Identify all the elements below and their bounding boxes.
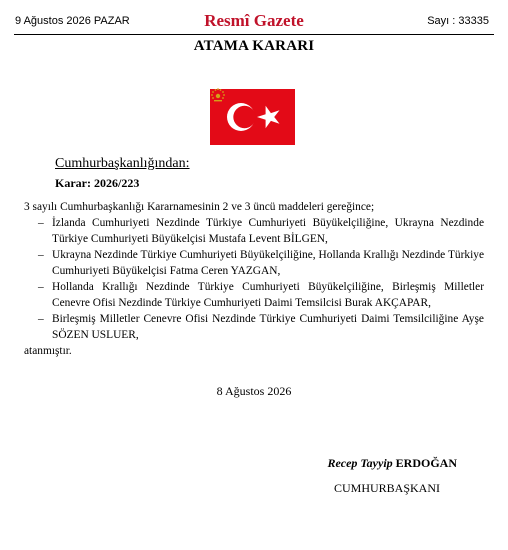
appointment-text: Birleşmiş Milletler Cenevre Ofisi Nezdinde Türkiye Cumhuriyeti Daimi Temsilciliğine Ayşe SÖZEN USLUER, bbox=[52, 313, 484, 341]
signer-given-name: Recep Tayyip bbox=[327, 456, 393, 470]
appointment-item: – Birleşmiş Milletler Cenevre Ofisi Nezdinde Türkiye Cumhuriyeti Daimi Temsilciliğine Ayşe SÖZEN USLUER, bbox=[38, 313, 484, 341]
appointment-item: – Hollanda Krallığı Nezdinde Türkiye Cumhuriyeti Büyükelçiliğine, Birleşmiş Milletler Cenevre Ofisi Nezdinde Türkiye Cumhuriyeti Daimi Temsilcisi Burak AKÇAPAR, bbox=[38, 281, 484, 309]
appointment-item: – İzlanda Cumhuriyeti Nezdinde Türkiye Cumhuriyeti Büyükelçiliğine, Ukrayna Nezdinde Türkiye Cumhuriyeti Büyükelçisi Mustafa Levent BİLGEN, bbox=[38, 217, 484, 245]
presidential-seal-icon bbox=[208, 87, 228, 103]
decision-number: Karar: 2026/223 bbox=[55, 176, 140, 190]
issuing-authority: Cumhurbaşkanlığından: bbox=[55, 156, 190, 171]
gazette-date: 9 Ağustos 2026 PAZAR bbox=[15, 15, 130, 27]
decision-closing: atanmıştır. bbox=[24, 345, 72, 357]
signer-surname: ERDOĞAN bbox=[395, 456, 457, 470]
document-title: ATAMA KARARI bbox=[193, 38, 315, 54]
decision-intro: 3 sayılı Cumhurbaşkanlığı Kararnamesinin 2 ve 3 üncü maddeleri gereğince; bbox=[24, 201, 375, 213]
appointment-item: – Ukrayna Nezdinde Türkiye Cumhuriyeti Büyükelçiliğine, Hollanda Krallığı Nezdinde Türkiye Cumhuriyeti Büyükelçisi Fatma Ceren YAZGAN, bbox=[38, 249, 484, 277]
gazette-issue-number: Sayı : 33335 bbox=[427, 15, 489, 27]
gazette-title: Resmî Gazete bbox=[204, 11, 304, 30]
appointment-text: İzlanda Cumhuriyeti Nezdinde Türkiye Cumhuriyeti Büyükelçiliğine, Ukrayna Nezdinde Türkiye Cumhuriyeti Büyükelçisi Mustafa Levent BİLGEN, bbox=[52, 217, 484, 245]
signer-name bbox=[327, 456, 457, 471]
appointment-text: Hollanda Krallığı Nezdinde Türkiye Cumhuriyeti Büyükelçiliğine, Birleşmiş Milletler Cenevre Ofisi Nezdinde Türkiye Cumhuriyeti Daimi Temsilcisi Burak AKÇAPAR, bbox=[52, 281, 484, 309]
decision-date: 8 Ağustos 2026 bbox=[216, 384, 292, 398]
flag-crescent-inner bbox=[233, 106, 255, 128]
decision-body bbox=[24, 199, 484, 359]
appointment-text: Ukrayna Nezdinde Türkiye Cumhuriyeti Büyükelçiliğine, Hollanda Krallığı Nezdinde Türkiye Cumhuriyeti Büyükelçisi Fatma Ceren YAZGAN, bbox=[52, 249, 484, 277]
signer-title: CUMHURBAŞKANI bbox=[333, 481, 440, 495]
header-divider bbox=[14, 34, 494, 35]
